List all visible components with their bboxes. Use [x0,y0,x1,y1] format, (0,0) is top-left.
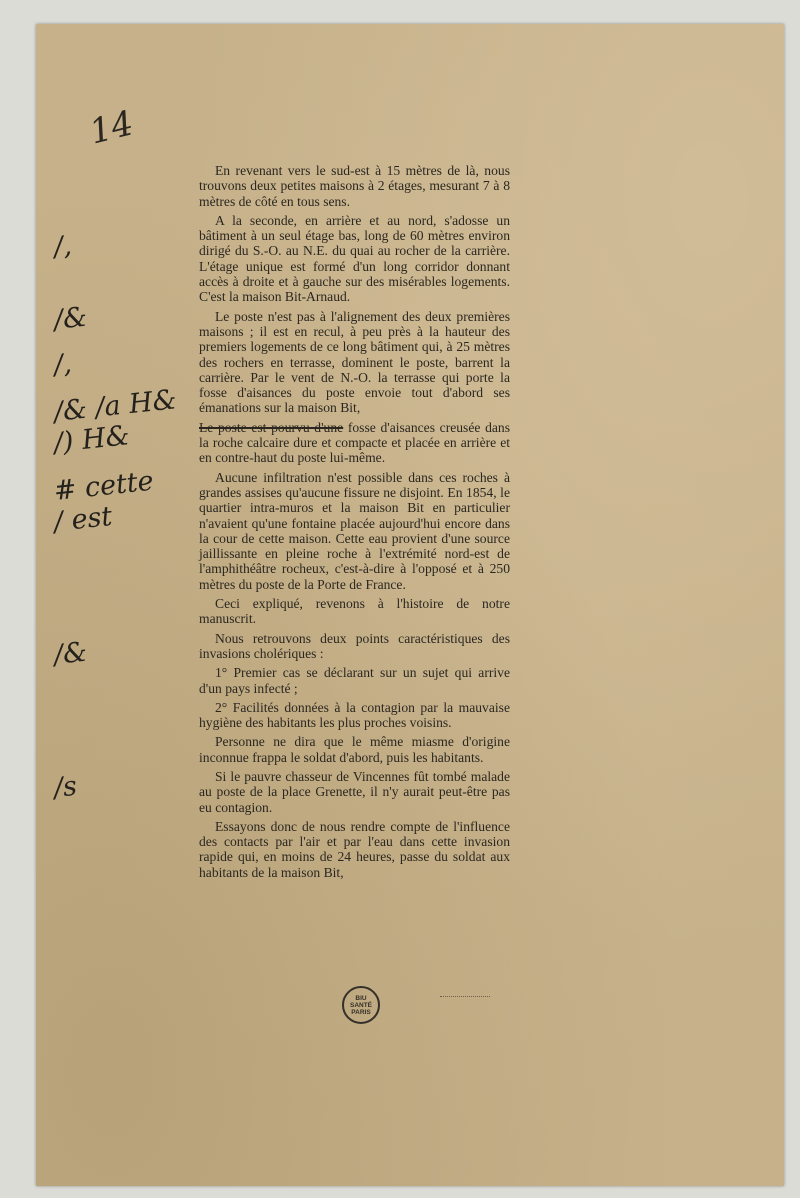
margin-note: /& [52,301,89,336]
paragraph: Si le pauvre chasseur de Vincennes fût tombé malade au poste de la place Grenette, il n'y aurait peut-être pas eu contagion. [199,768,510,815]
paragraph: Ceci expliqué, revenons à l'histoire de notre manuscrit. [199,596,510,627]
stamp-line: BIU [355,994,367,1002]
stamp-line: SANTÉ [349,1001,373,1009]
page-number: 14 [85,103,138,153]
paragraph-text: fosse d'aisances creusée dans la roche calcaire dure et compacte et placée en arrière et en contre-haut du poste lui-même. [199,419,510,466]
paragraph: 1° Premier cas se déclarant sur un sujet qui arrive d'un pays infecté ; [199,665,510,696]
library-stamp [342,986,380,1024]
margin-note: /, [52,230,74,263]
stamp-line: PARIS [351,1008,371,1016]
paragraph: En revenant vers le sud-est à 15 mètres de là, nous trouvons deux petites maisons à 2 étages, mesurant 7 à 8 mètres de côté en tous sens. [199,163,510,209]
paragraph: A la seconde, en arrière et au nord, s'adosse un bâtiment à un seul étage bas, long de 60 mètres environ dirigé du S.-O. au N.E. du quai au rocher de la carrière. L'étage unique est formé d'un long corridor donnant accès à droite et à gauche sur des misérables logements. C'est la maison Bit-Arnaud. [199,212,510,305]
paragraph: Essayons donc de nous rendre compte de l'influence des contacts par l'air et par l'eau dans cette invasion rapide qui, en moins de 24 heures, passe du soldat aux habitants de la maison Bit, [199,818,510,880]
margin-note: /s [52,770,79,804]
struck-text: Le poste est pourvu d'une [199,419,344,435]
margin-note: /, [52,348,74,381]
main-text [199,163,510,884]
dotted-rule [440,996,490,999]
paragraph-with-strikethrough [199,420,510,466]
paragraph: Personne ne dira que le même miasme d'origine inconnue frappa le soldat d'abord, puis les habitants. [199,734,510,765]
paragraph: 2° Facilités données à la contagion par la mauvaise hygiène des habitants les plus proches voisins. [199,699,510,731]
margin-note: /) H& [52,420,132,459]
margin-note: # cette [52,465,156,507]
margin-note: / est [52,500,114,538]
paragraph: Le poste n'est pas à l'alignement des deux premières maisons ; il est en recul, à peu près à la hauteur des premiers logements de ce long bâtiment qui, à 25 mètres des rochers en terrasse, dominent le poste, barrent la carrière. Par le vent de N.-O. la terrasse qui porte la fosse d'aisances du poste envoie tout d'abord ses émanations sur la maison Bit, [199,308,510,416]
margin-note: /& /a H& [52,384,179,428]
margin-note: /& [52,636,89,671]
paragraph: Aucune infiltration n'est possible dans ces roches à grandes assises qu'aucune fissure ne disjoint. En 1854, le quartier intra-muros et la maison Bit en particulier n'avaient qu'une fontaine placée aujourd'hui encore dans la cour de cette maison. Cette eau provient d'une source jaillissante en pleine roche à l'extrémité nord-est de l'amphithéâtre rocheux, c'est-à-dire à l'opposé et à 250 mètres du poste de la Porte de France. [199,469,510,592]
paragraph: Nous retrouvons deux points caractéristiques des invasions cholériques : [199,630,510,661]
